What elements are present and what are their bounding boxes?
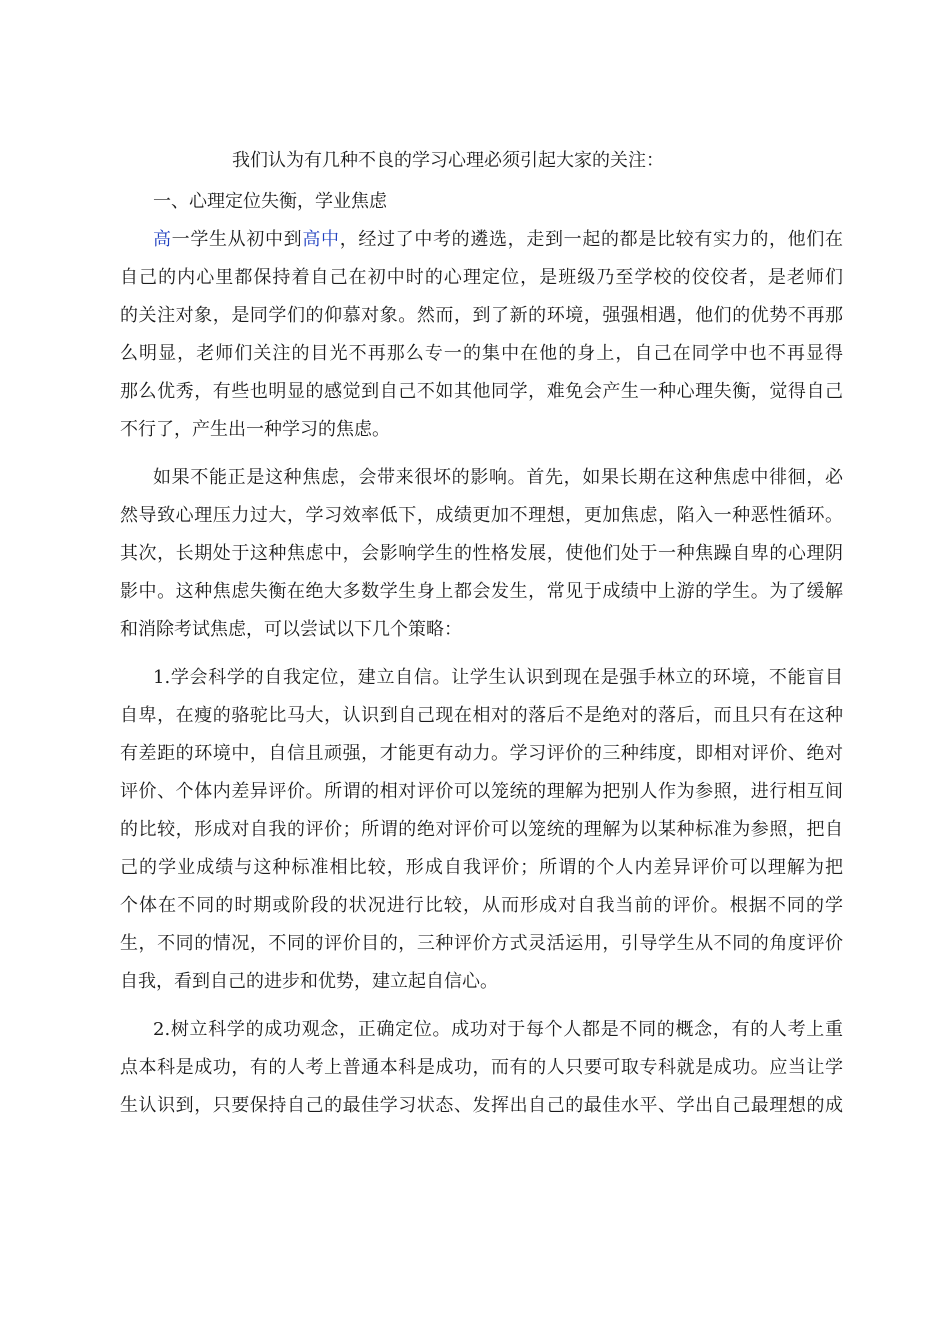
paragraph-line: 如果不能正是这种焦虑，会带来很坏的影响。首先，如果长期在这种焦虑中徘徊，必 xyxy=(153,467,843,488)
paragraph-line: 那么优秀，有些也明显的感觉到自己不如其他同学，难免会产生一种心理失衡，觉得自己 xyxy=(120,381,843,402)
paragraph-line: 1.学会科学的自我定位，建立自信。让学生认识到现在是强手林立的环境，不能盲目 xyxy=(153,667,843,688)
paragraph-line: 不行了，产生出一种学习的焦虑。 xyxy=(120,419,390,440)
paragraph-line: 自我，看到自己的进步和优势，建立起自信心。 xyxy=(120,971,498,992)
paragraph-line xyxy=(153,229,843,251)
link-gao[interactable]: 高 xyxy=(153,229,172,250)
paragraph-line: 有差距的环境中，自信且顽强，才能更有动力。学习评价的三种纬度，即相对评价、绝对 xyxy=(120,743,843,764)
paragraph-line: 和消除考试焦虑，可以尝试以下几个策略： xyxy=(120,619,462,640)
intro-line: 我们认为有几种不良的学习心理必须引起大家的关注： xyxy=(232,150,664,171)
text-span: ，经过了中考的遴选，走到一起的都是比较有实力的，他们在 xyxy=(339,229,844,250)
paragraph-line: 的比较，形成对自我的评价；所谓的绝对评价可以笼统的理解为以某种标准为参照，把自 xyxy=(120,819,843,840)
paragraph-line: 己的学业成绩与这种标准相比较，形成自我评价；所谓的个人内差异评价可以理解为把 xyxy=(120,857,843,878)
paragraph-line: 2.树立科学的成功观念，正确定位。成功对于每个人都是不同的概念，有的人考上重 xyxy=(153,1019,843,1040)
section-heading: 一、心理定位失衡，学业焦虑 xyxy=(153,191,387,212)
paragraph-line: 评价、个体内差异评价。所谓的相对评价可以笼统的理解为把别人作为参照，进行相互间 xyxy=(120,781,843,802)
paragraph-line: 其次，长期处于这种焦虑中，会影响学生的性格发展，使他们处于一种焦躁自卑的心理阴 xyxy=(120,543,843,564)
paragraph-line: 的关注对象，是同学们的仰慕对象。然而，到了新的环境，强强相遇，他们的优势不再那 xyxy=(120,305,843,326)
text-span: 一学生从初中到 xyxy=(171,229,303,250)
paragraph-line: 生认识到，只要保持自己的最佳学习状态、发挥出自己的最佳水平、学出自己最理想的成 xyxy=(120,1095,843,1116)
paragraph-line: 生，不同的情况，不同的评价目的，三种评价方式灵活运用，引导学生从不同的角度评价 xyxy=(120,933,843,954)
paragraph-line: 个体在不同的时期或阶段的状况进行比较，从而形成对自我当前的评价。根据不同的学 xyxy=(120,895,843,916)
link-gaozhong[interactable]: 高中 xyxy=(302,229,340,250)
paragraph-line: 自卑，在瘦的骆驼比马大，认识到自己现在相对的落后不是绝对的落后，而且只有在这种 xyxy=(120,705,843,726)
paragraph-line: 然导致心理压力过大，学习效率低下，成绩更加不理想，更加焦虑，陷入一种恶性循环。 xyxy=(120,505,843,526)
paragraph-line: 影中。这种焦虑失衡在绝大多数学生身上都会发生，常见于成绩中上游的学生。为了缓解 xyxy=(120,581,843,602)
paragraph-line: 自己的内心里都保持着自己在初中时的心理定位，是班级乃至学校的佼佼者，是老师们 xyxy=(120,267,843,288)
paragraph-line: 点本科是成功，有的人考上普通本科是成功，而有的人只要可取专科就是成功。应当让学 xyxy=(120,1057,843,1078)
paragraph-line: 么明显，老师们关注的目光不再那么专一的集中在他的身上，自己在同学中也不再显得 xyxy=(120,343,843,364)
